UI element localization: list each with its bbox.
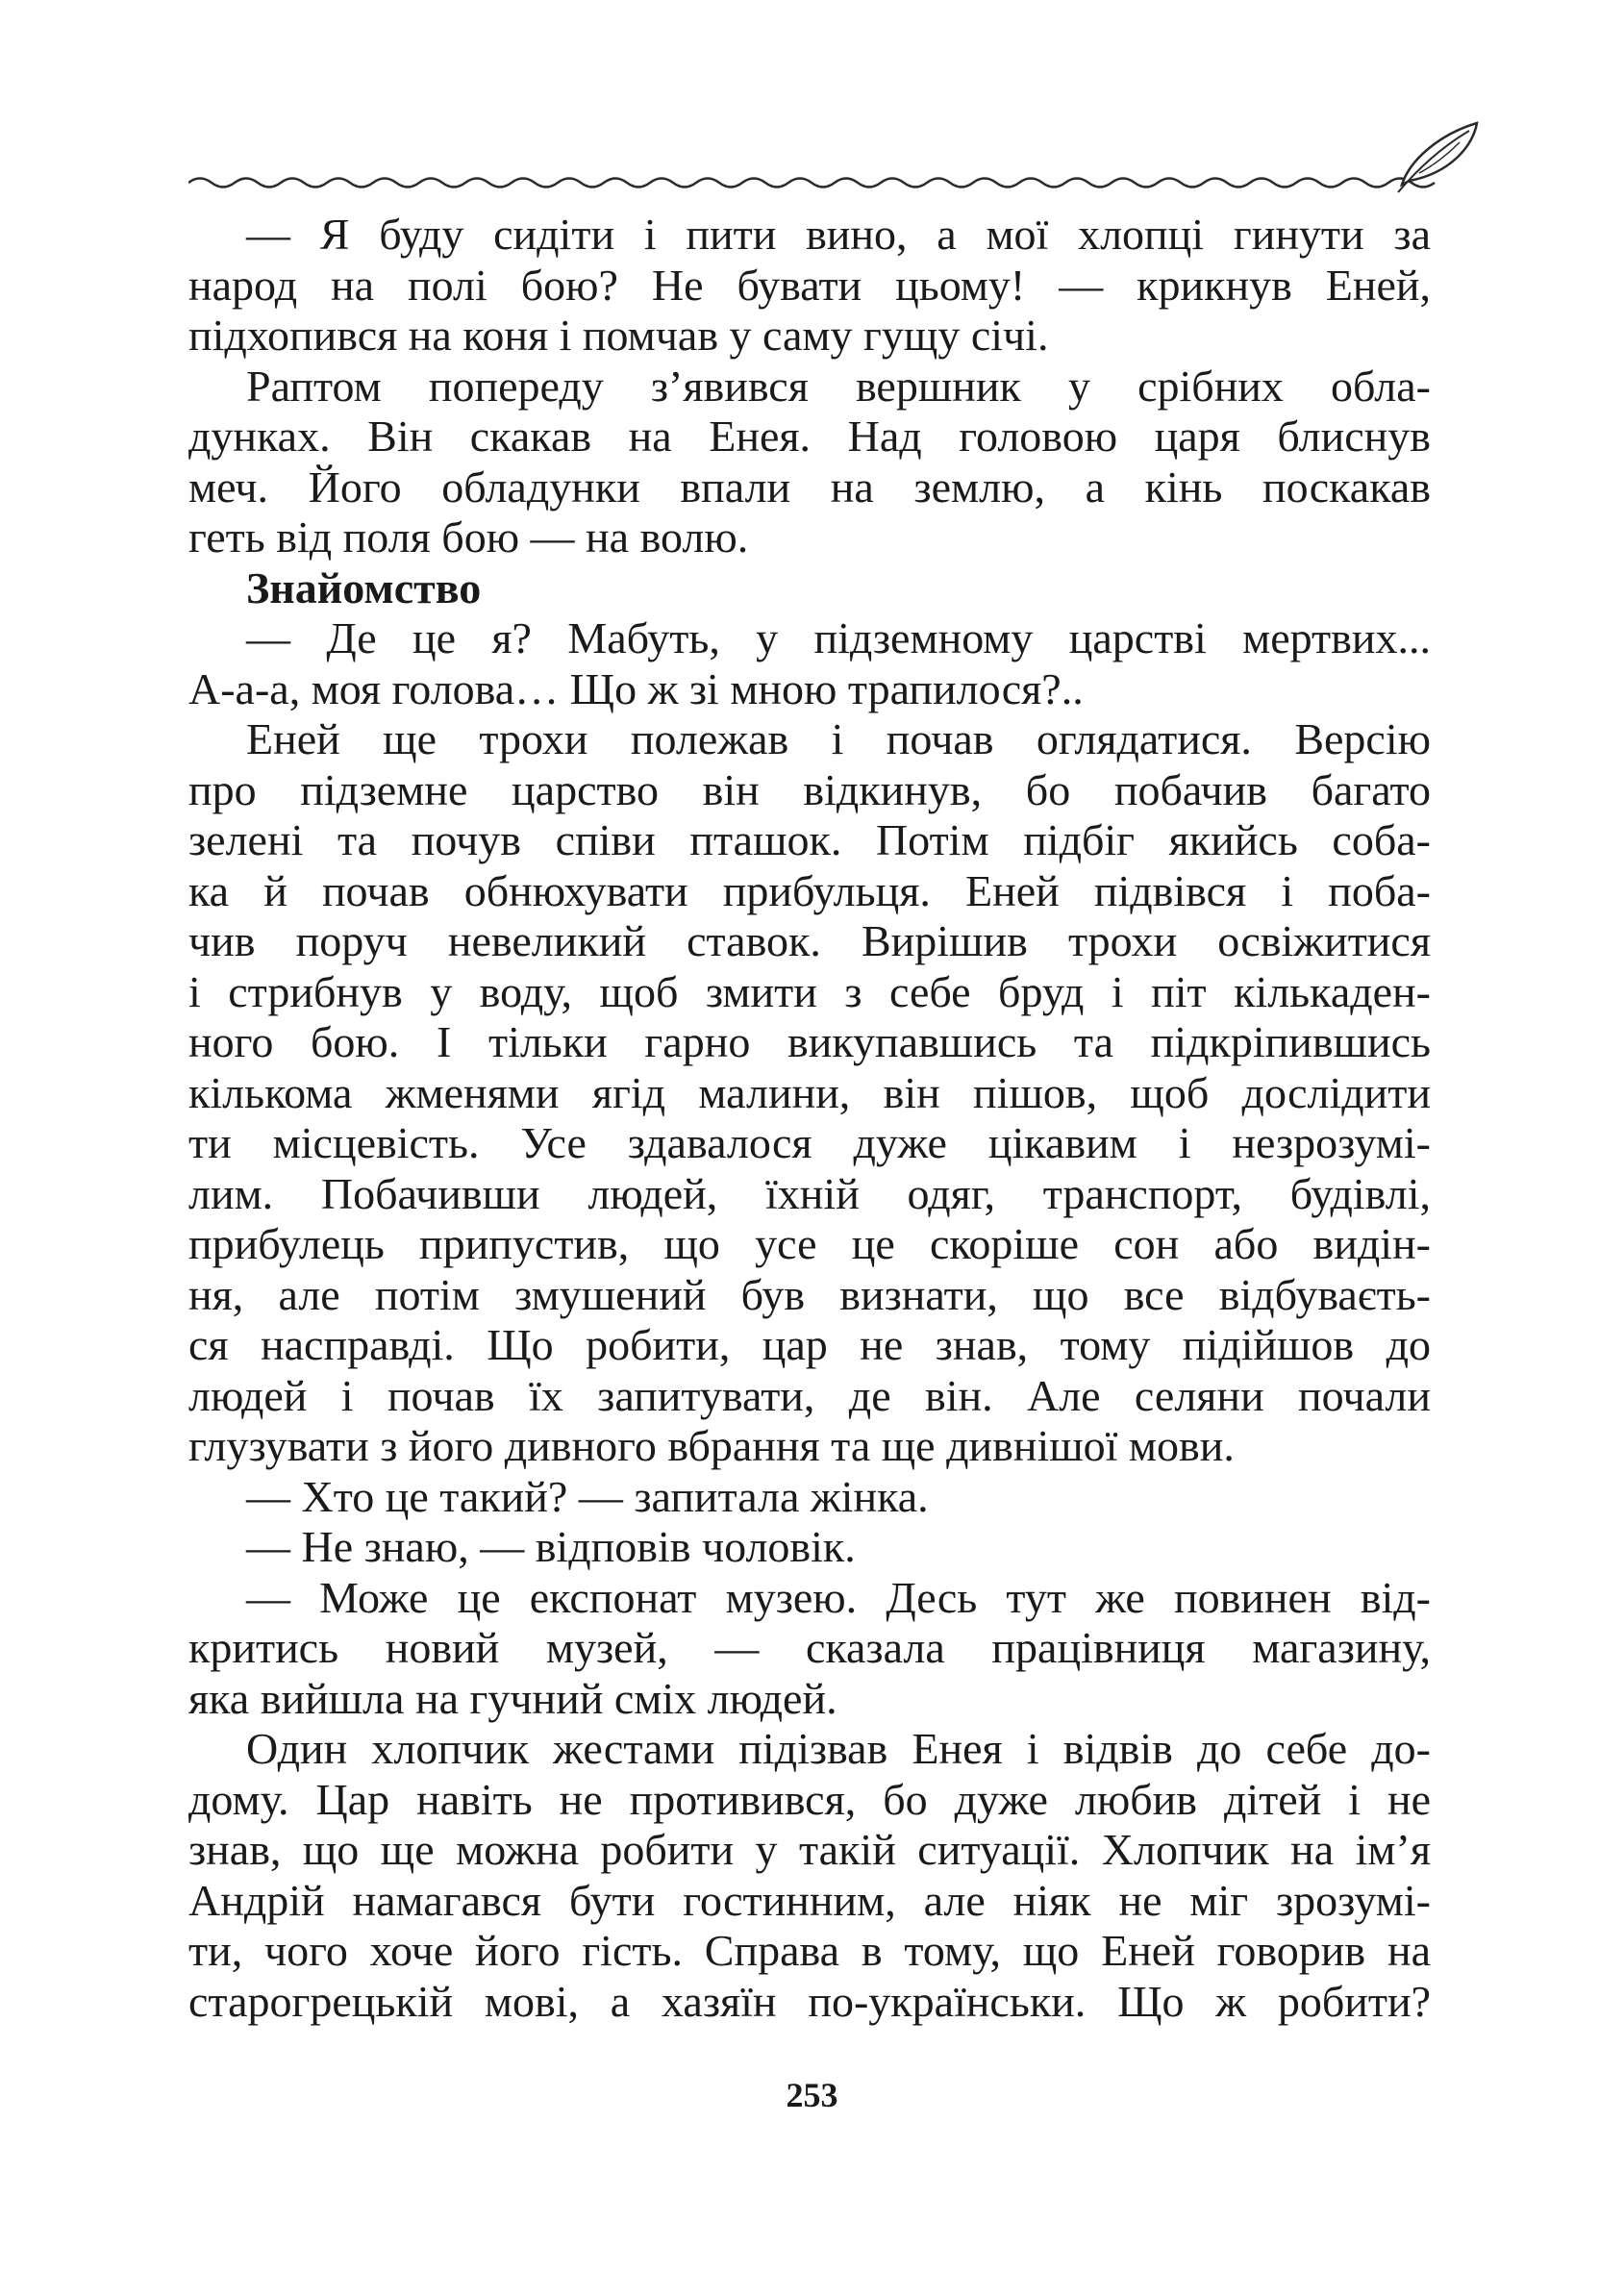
- text-line: народ на полі бою? Не бувати цьому! — крикнув Еней,: [188, 260, 1431, 310]
- section-heading: Знайомство: [246, 562, 482, 612]
- text-line: ка й почав обнюхувати прибульця. Еней підвівся і поба-: [188, 865, 1431, 915]
- text-line: критись новий музей, — сказала працівниця магазину,: [188, 1623, 1431, 1672]
- text-line: ся насправді. Що робити, цар не знав, тому підійшов до: [188, 1320, 1431, 1369]
- text-line: — Може це експонат музею. Десь тут же повинен від-: [246, 1572, 1431, 1622]
- text-line: А-а-а, моя голова… Що ж зі мною трапилося?..: [188, 663, 1084, 713]
- text-line: — Я буду сидіти і пити вино, а мої хлопці гинути за: [246, 210, 1431, 259]
- text-line: Андрій намагався бути гостинним, але ніяк не міг зрозумі-: [188, 1875, 1431, 1925]
- text-line: лим. Побачивши людей, їхній одяг, транспорт, будівлі,: [188, 1168, 1431, 1218]
- text-line: кількома жменями ягід малини, він пішов, щоб дослідити: [188, 1067, 1431, 1117]
- text-line: — Де це я? Мабуть, у підземному царстві мертвих...: [246, 613, 1431, 662]
- text-line: про підземне царство він відкинув, бо побачив багато: [188, 764, 1431, 814]
- text-line: глузувати з його дивного вбрання та ще дивнішої мови.: [188, 1421, 1235, 1470]
- text-line: Один хлопчик жестами підізвав Енея і відвів до себе до-: [246, 1724, 1431, 1773]
- page-number: 253: [786, 2076, 838, 2114]
- text-line: ти, чого хоче його гість. Справа в тому, що Еней говорив на: [188, 1926, 1431, 1975]
- text-line: — Хто це такий? — запитала жінка.: [246, 1471, 929, 1521]
- text-line: чив поруч невеликий ставок. Вирішив трохи освіжитися: [188, 916, 1431, 965]
- feather-quill-icon: [1398, 123, 1477, 192]
- header-ornament: [188, 113, 1506, 210]
- text-line: меч. Його обладунки впали на землю, а кінь поскакав: [188, 462, 1431, 512]
- wavy-line-divider: [188, 179, 1435, 187]
- text-line: дому. Цар навіть не противився, бо дуже любив дітей і не: [188, 1774, 1431, 1824]
- text-line: яка вийшла на гучний сміх людей.: [188, 1673, 837, 1723]
- text-line: геть від поля бою — на волю.: [188, 512, 749, 562]
- text-line: ного бою. І тільки гарно викупавшись та підкріпившись: [188, 1017, 1431, 1066]
- text-line: людей і почав їх запитувати, де він. Але селяни почали: [188, 1370, 1431, 1420]
- text-line: дунках. Він скакав на Енея. Над головою царя блиснув: [188, 412, 1431, 461]
- text-line: ти місцевість. Усе здавалося дуже цікавим і незрозумі-: [188, 1118, 1431, 1167]
- text-line: і стрибнув у воду, щоб змити з себе бруд і піт кількаден-: [188, 966, 1431, 1016]
- text-line: Раптом попереду з’явився вершник у срібних обла-: [246, 361, 1431, 411]
- text-line: знав, що ще можна робити у такій ситуації. Хлопчик на ім’я: [188, 1825, 1431, 1874]
- text-line: старогрецькій мові, а хазяїн по-українськи. Що ж робити?: [188, 1976, 1431, 2026]
- text-line: зелені та почув співи пташок. Потім підбіг якийсь соба-: [188, 815, 1431, 864]
- text-line: — Не знаю, — відповів чоловік.: [246, 1522, 856, 1571]
- body-text: [188, 210, 1431, 2027]
- text-line: прибулець припустив, що усе це скоріше сон або видін-: [188, 1219, 1431, 1268]
- text-line: ня, але потім змушений був визнати, що все відбуваєть-: [188, 1269, 1431, 1319]
- text-line: підхопився на коня і помчав у саму гущу січі.: [188, 311, 1049, 360]
- text-line: Еней ще трохи полежав і почав оглядатися. Версію: [246, 714, 1431, 763]
